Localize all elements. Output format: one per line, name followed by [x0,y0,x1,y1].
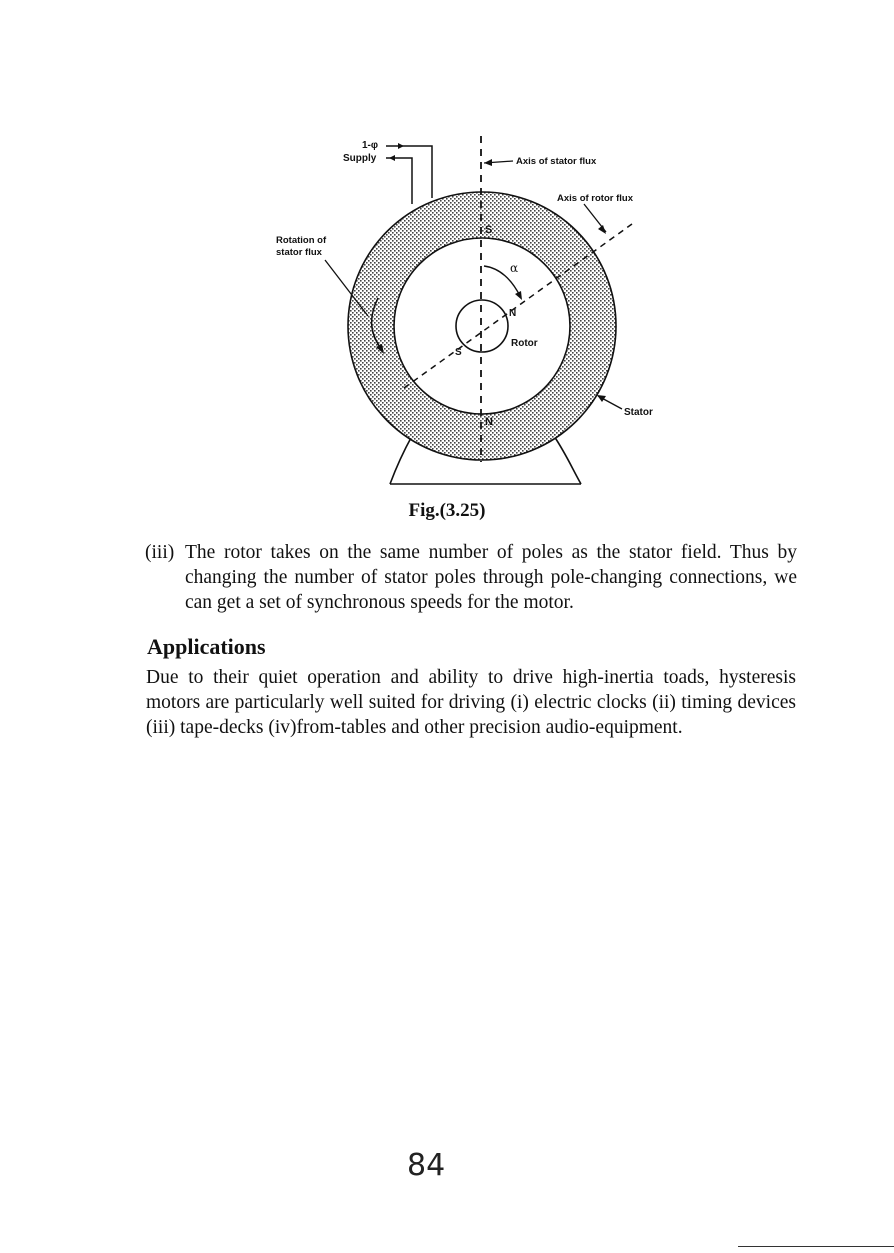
section-heading: Applications [147,634,266,659]
rotor-label: Rotor [511,338,538,349]
figure-caption: Fig.(3.25) [408,500,486,521]
stator-label: Stator [624,407,653,418]
rotor-north-pole: N [509,308,517,319]
stator-south-pole: S [485,224,493,236]
motor-diagram [0,0,894,500]
rotor-axis-arrow [584,204,606,234]
rotor-south-pole: S [455,347,462,358]
list-item-number: (iii) [145,542,175,563]
stator-axis-label: Axis of stator flux [516,156,597,167]
supply-phase-label: 1-φ [362,140,379,151]
alpha-label: α [510,261,519,275]
rotation-label-1: Rotation of [276,235,327,246]
list-item-iii [145,540,797,615]
footer-rule [738,1246,894,1247]
rotation-label-2: stator flux [276,247,322,258]
page-number: 84 [407,1148,446,1183]
rotor-axis-label: Axis of rotor flux [557,193,634,204]
supply-wires [386,143,432,204]
rotor-circle [456,300,508,352]
stator-pointer [597,395,622,409]
applications-paragraph: Due to their quiet operation and ability to drive high-inertia toads, hysteresis motors are particularly well suited for driving (i) electric clocks (ii) timing devices (iii) tape-decks (iv)from-tables and other precision audio-equipment. [146,667,796,738]
stator-axis-arrow [484,159,513,166]
list-item-text: The rotor takes on the same number of poles as the stator field. Thus by changing the number of stator poles through pole-changing connections, we can get a set of synchronous speeds for the motor. [185,542,797,613]
stator-north-pole: N [485,416,493,428]
supply-label: Supply [343,153,377,164]
